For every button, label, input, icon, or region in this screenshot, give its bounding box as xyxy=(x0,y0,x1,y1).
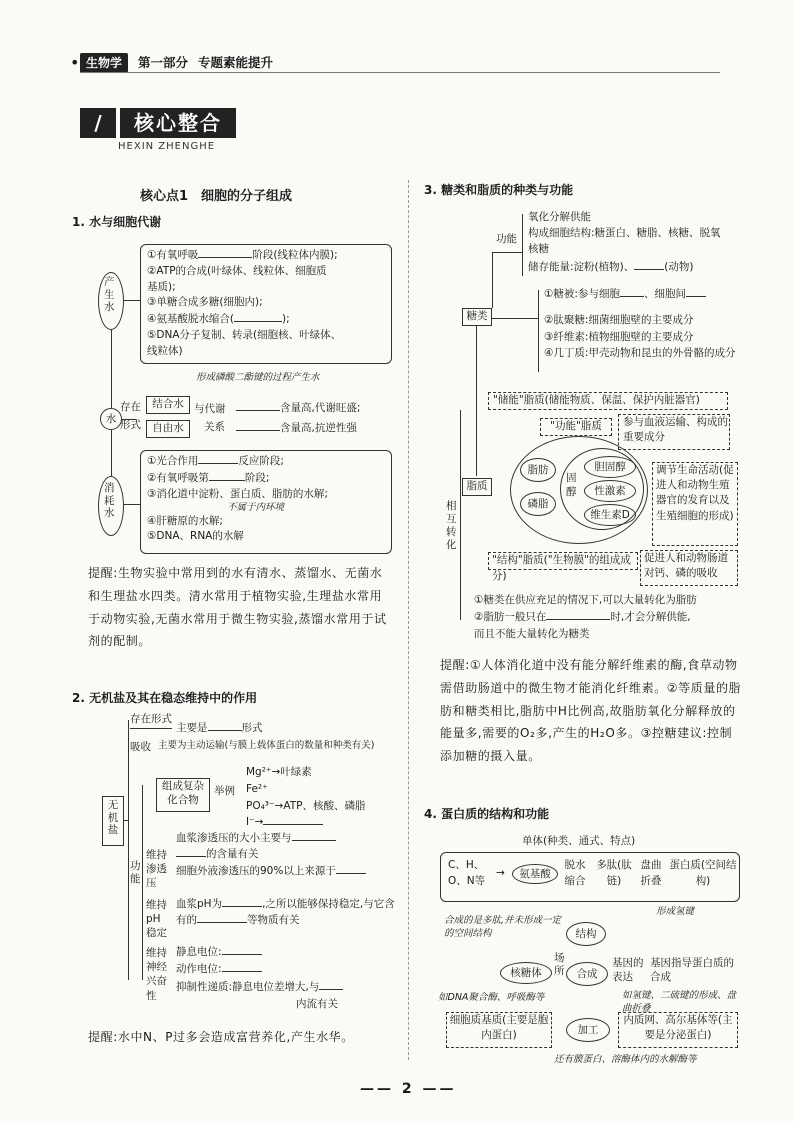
synthesis-note: 合成的是多肽,并未形成一定的空间结构 xyxy=(444,915,562,940)
free-water-box: 自由水 xyxy=(146,420,190,438)
bound-water-box: 结合水 xyxy=(146,396,190,414)
relation-label-2: 关系 xyxy=(204,421,225,433)
membrane-note: 还有膜蛋白、溶酶体内的水解酶等 xyxy=(554,1054,697,1065)
connector xyxy=(492,318,538,319)
connector xyxy=(492,252,493,308)
vitamin-d-oval: 维生素D xyxy=(584,504,636,526)
section-banner xyxy=(80,108,236,138)
connector xyxy=(111,430,112,476)
connector xyxy=(538,290,539,372)
ribosome-oval: 核糖体 xyxy=(500,962,552,984)
cholesterol-oval: 胆固醇 xyxy=(584,456,636,478)
connector xyxy=(142,785,143,980)
gene-guide-label: 基因指导蛋白质的合成 xyxy=(650,957,734,984)
heading-protein: 4. 蛋白质的结构和功能 xyxy=(424,807,550,821)
tip-sugar-lipid: 提醒:①人体消化道中没有能分解纤维素的酶,食草动物需借助肠道中的微生物才能消化纤维素。②等质量的脂肪和糖类相比,脂肪中H比例高,故脂肪氧化分解释放的能量多,需要的O₂多,产生的H₂O多。③控糖建议:控制添加糖的摄入量。 xyxy=(440,658,742,764)
consume-water-label: 消耗水 xyxy=(104,482,115,520)
sterol-label: 固醇 xyxy=(566,472,577,498)
function-label: 功能 xyxy=(130,860,141,885)
column-divider xyxy=(408,180,409,1060)
banner-slash-icon: / xyxy=(80,108,116,138)
connector xyxy=(128,720,129,980)
ph-label: 维持pH稳定 xyxy=(146,899,167,940)
cytoplasm-box: 细胞质基质(主要是胞内蛋白) xyxy=(446,1012,552,1048)
absorb-value: 主要为主动运输(与膜上载体蛋白的数量和种类有关) xyxy=(158,740,375,751)
heading-sugar-lipid: 3. 糖类和脂质的种类与功能 xyxy=(424,183,574,197)
connector xyxy=(476,326,477,476)
connector xyxy=(124,504,140,505)
structure-lipid-box: "结构"脂质("生物膜"的组成成分) xyxy=(488,552,638,570)
process-oval: 加工 xyxy=(566,1018,610,1042)
gene-expression-label: 基因的表达 xyxy=(612,957,644,984)
produce-note: 形成磷酸二酯键的过程产生水 xyxy=(196,372,320,383)
connector xyxy=(460,410,461,620)
er-golgi-box: 内质网、高尔基体等(主要是分泌蛋白) xyxy=(618,1012,738,1048)
regulate-box: 调节生命活动(促进人和动物生殖器官的发育以及生殖细胞的形成) xyxy=(652,462,738,546)
absorb-label: 吸收 xyxy=(130,741,151,753)
mutual-label: 相互转化 xyxy=(446,500,457,552)
function-lipid-role: 参与血液运输、构成的重要成分 xyxy=(618,414,730,450)
synthesis-oval: 合成 xyxy=(566,962,608,986)
osm-value: 血浆渗透压的大小主要与 的含量有关 细胞外液渗透压的90%以上来源于 xyxy=(176,830,396,879)
ph-value: 血浆pH为 ,之所以能够保持稳定,与它含有的 等物质有关 xyxy=(176,898,395,927)
exist-form-label: 存在形式 xyxy=(130,712,172,729)
ion-list: Mg²⁺→叶绿素 Fe²⁺ PO₄³⁻→ATP、核酸、磷脂 I⁻→ xyxy=(246,766,366,829)
polypeptide-label: 多肽(肽链) xyxy=(596,859,632,887)
heading-salt: 2. 无机盐及其在稳态维持中的作用 xyxy=(72,691,258,705)
protein-label: 蛋白质(空间结构) xyxy=(669,859,737,887)
fold-label: 盘曲折叠 xyxy=(640,859,662,887)
place-label: 场所 xyxy=(554,952,565,977)
osm-label: 维持渗透压 xyxy=(146,849,167,890)
connector xyxy=(111,330,112,408)
chno-label: C、H、O、N等 xyxy=(448,859,486,887)
page-header xyxy=(80,52,273,74)
sugar-function-list: 氧化分解供能 构成细胞结构:糖蛋白、糖脂、核糖、脱氧核糖 储存能量:淀粉(植物)、 (动物) xyxy=(528,211,721,274)
bound-relation: 含量高,代谢旺盛; xyxy=(236,400,396,417)
sugar-type-list: ①糖被:参与细胞 、细胞间 ②肽聚糖:细菌细胞壁的主要成分 ③纤维素:植物细胞壁的主要成分 ④几丁质:甲壳动物和昆虫的外骨骼的成分 xyxy=(544,288,736,359)
bond-note: 如氢键、二硫键的形成、盘曲折叠 xyxy=(622,990,737,1014)
core-title: 核心点1 细胞的分子组成 xyxy=(140,189,293,204)
lipid-box: 脂质 xyxy=(462,478,492,496)
function-lipid-box: "功能"脂质 xyxy=(540,418,612,436)
hydrogen-bond-note: 形成氢键 xyxy=(656,906,695,917)
produce-water-label: 产生水 xyxy=(104,276,115,314)
function-label-sugar: 功能 xyxy=(496,233,517,245)
compound-box: 组成复杂化合物 xyxy=(156,778,210,812)
connector xyxy=(522,214,523,276)
amino-acid-oval: 氨基酸 xyxy=(512,864,558,884)
enzyme-note: 如DNA聚合酶、呼吸酶等 xyxy=(438,992,545,1003)
part-label: 第一部分 xyxy=(138,54,189,70)
conversion-list: ①糖类在供应充足的情况下,可以大量转化为脂肪 ②脂肪一般只在 时,才会分解供能, 而且不能大量转化为糖类 xyxy=(474,594,697,640)
tip-water: 提醒:生物实验中常用到的水有清水、蒸馏水、无菌水和生理盐水四类。清水常用于植物实验,生理盐水常用于动物实验,无菌水常用于微生物实验,蒸馏水常用于试剂的配制。 xyxy=(88,566,387,649)
banner-subtitle: HEXIN ZHENGHE xyxy=(118,141,216,152)
header-dot: • xyxy=(70,53,80,72)
tip-salt: 提醒:水中N、P过多会造成富营养化,产生水华。 xyxy=(88,1030,354,1044)
structure-oval: 结构 xyxy=(566,922,606,946)
subject-badge: 生物学 xyxy=(80,53,128,73)
produce-water-box: ①有氧呼吸 阶段(线粒体内膜); ②ATP的合成(叶绿体、线粒体、细胞质 基质); ③单糖合成多糖(细胞内); ④氨基酸脱水缩合( ); ⑤DNA分子复制、转录(细胞核、叶绿体、 线粒体) xyxy=(140,244,392,364)
header-rule xyxy=(80,72,720,73)
relation-label-1: 与代谢 xyxy=(194,403,226,415)
promote-box: 促进人和动物肠道对钙、磷的吸收 xyxy=(640,550,738,586)
phospholipid-oval: 磷脂 xyxy=(520,492,556,516)
free-relation: 含量高,抗逆性强 xyxy=(236,420,396,437)
sugar-box: 糖类 xyxy=(462,308,492,326)
energy-lipid-box: "储能"脂质(储能物质、保温、保护内脏器官) xyxy=(488,392,728,410)
banner-title: 核心整合 xyxy=(120,108,236,138)
exist-label: 存在 xyxy=(120,401,141,413)
dehydration-label: 脱水缩合 xyxy=(564,859,586,887)
heading-water: 1. 水与细胞代谢 xyxy=(72,215,162,229)
connector xyxy=(124,300,140,301)
salt-box: 无机盐 xyxy=(102,796,124,846)
nerve-value: 静息电位: 动作电位: 抑制性递质:静息电位差增大,与 内流有关 xyxy=(176,944,396,1013)
nerve-label: 维持神经兴奋性 xyxy=(146,947,167,1002)
sex-hormone-oval: 性激素 xyxy=(584,480,636,502)
page-number: —— 2 —— xyxy=(360,1081,457,1097)
connector xyxy=(492,252,522,253)
arrow-icon: → xyxy=(496,867,505,879)
fat-oval: 脂肪 xyxy=(520,458,556,482)
section-title: 专题素能提升 xyxy=(198,54,274,70)
exist-form-value: 主要是 形式 xyxy=(176,722,263,734)
monomer-label: 单体(种类、通式、特点) xyxy=(522,835,636,847)
example-label: 举例 xyxy=(214,785,235,797)
water-circle: 水 xyxy=(100,408,122,430)
form-label: 形式 xyxy=(120,419,141,431)
consume-water-box: ①光合作用 反应阶段; ②有氧呼吸第 阶段; ③消化道中淀粉、蛋白质、脂肪的水解; 不属于内环境 ④肝糖原的水解; ⑤DNA、RNA的水解 xyxy=(140,450,392,554)
